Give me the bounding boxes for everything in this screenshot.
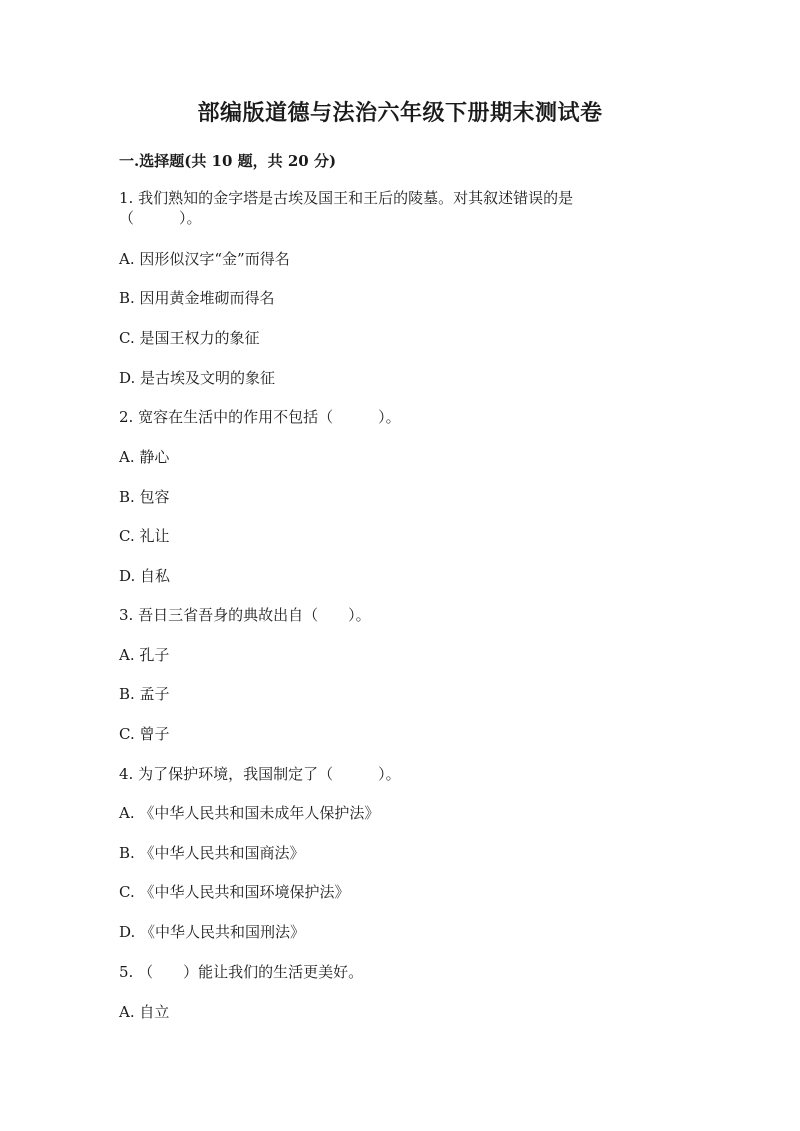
question-1-blank: （ ）。 [119,209,202,227]
question-5-option-a: A. 自立 [119,1003,170,1021]
question-4-text: 4. 为了保护环境，我国制定了（ ）。 [119,765,401,783]
question-1-option-b: B. 因用黄金堆砌而得名 [119,289,275,307]
question-1-text: 1. 我们熟知的金字塔是古埃及国王和王后的陵墓。对其叙述错误的是 [119,189,574,207]
question-2-option-c: C. 礼让 [119,527,170,545]
page-title: 部编版道德与法治六年级下册期末测试卷 [197,100,603,126]
section-heading: 一.选择题(共 10 题，共 20 分) [119,152,337,170]
question-1-option-d: D. 是古埃及文明的象征 [119,369,276,387]
question-2-option-a: A. 静心 [119,448,170,466]
question-4-option-c: C. 《中华人民共和国环境保护法》 [119,883,350,901]
question-4-option-a: A. 《中华人民共和国未成年人保护法》 [119,804,380,822]
question-1-option-c: C. 是国王权力的象征 [119,329,260,347]
question-3-text: 3. 吾日三省吾身的典故出自（ ）。 [119,606,371,624]
question-3-option-a: A. 孔子 [119,646,170,664]
question-3-option-c: C. 曾子 [119,725,170,743]
question-1-option-a: A. 因形似汉字“金”而得名 [119,250,290,268]
question-2-option-d: D. 自私 [119,567,171,585]
question-4-option-b: B. 《中华人民共和国商法》 [119,844,305,862]
question-3-option-b: B. 孟子 [119,685,170,703]
question-2-text: 2. 宽容在生活中的作用不包括（ ）。 [119,408,401,426]
question-4-option-d: D. 《中华人民共和国刑法》 [119,923,306,941]
question-2-option-b: B. 包容 [119,488,170,506]
question-5-text: 5. （ ）能让我们的生活更美好。 [119,963,364,981]
